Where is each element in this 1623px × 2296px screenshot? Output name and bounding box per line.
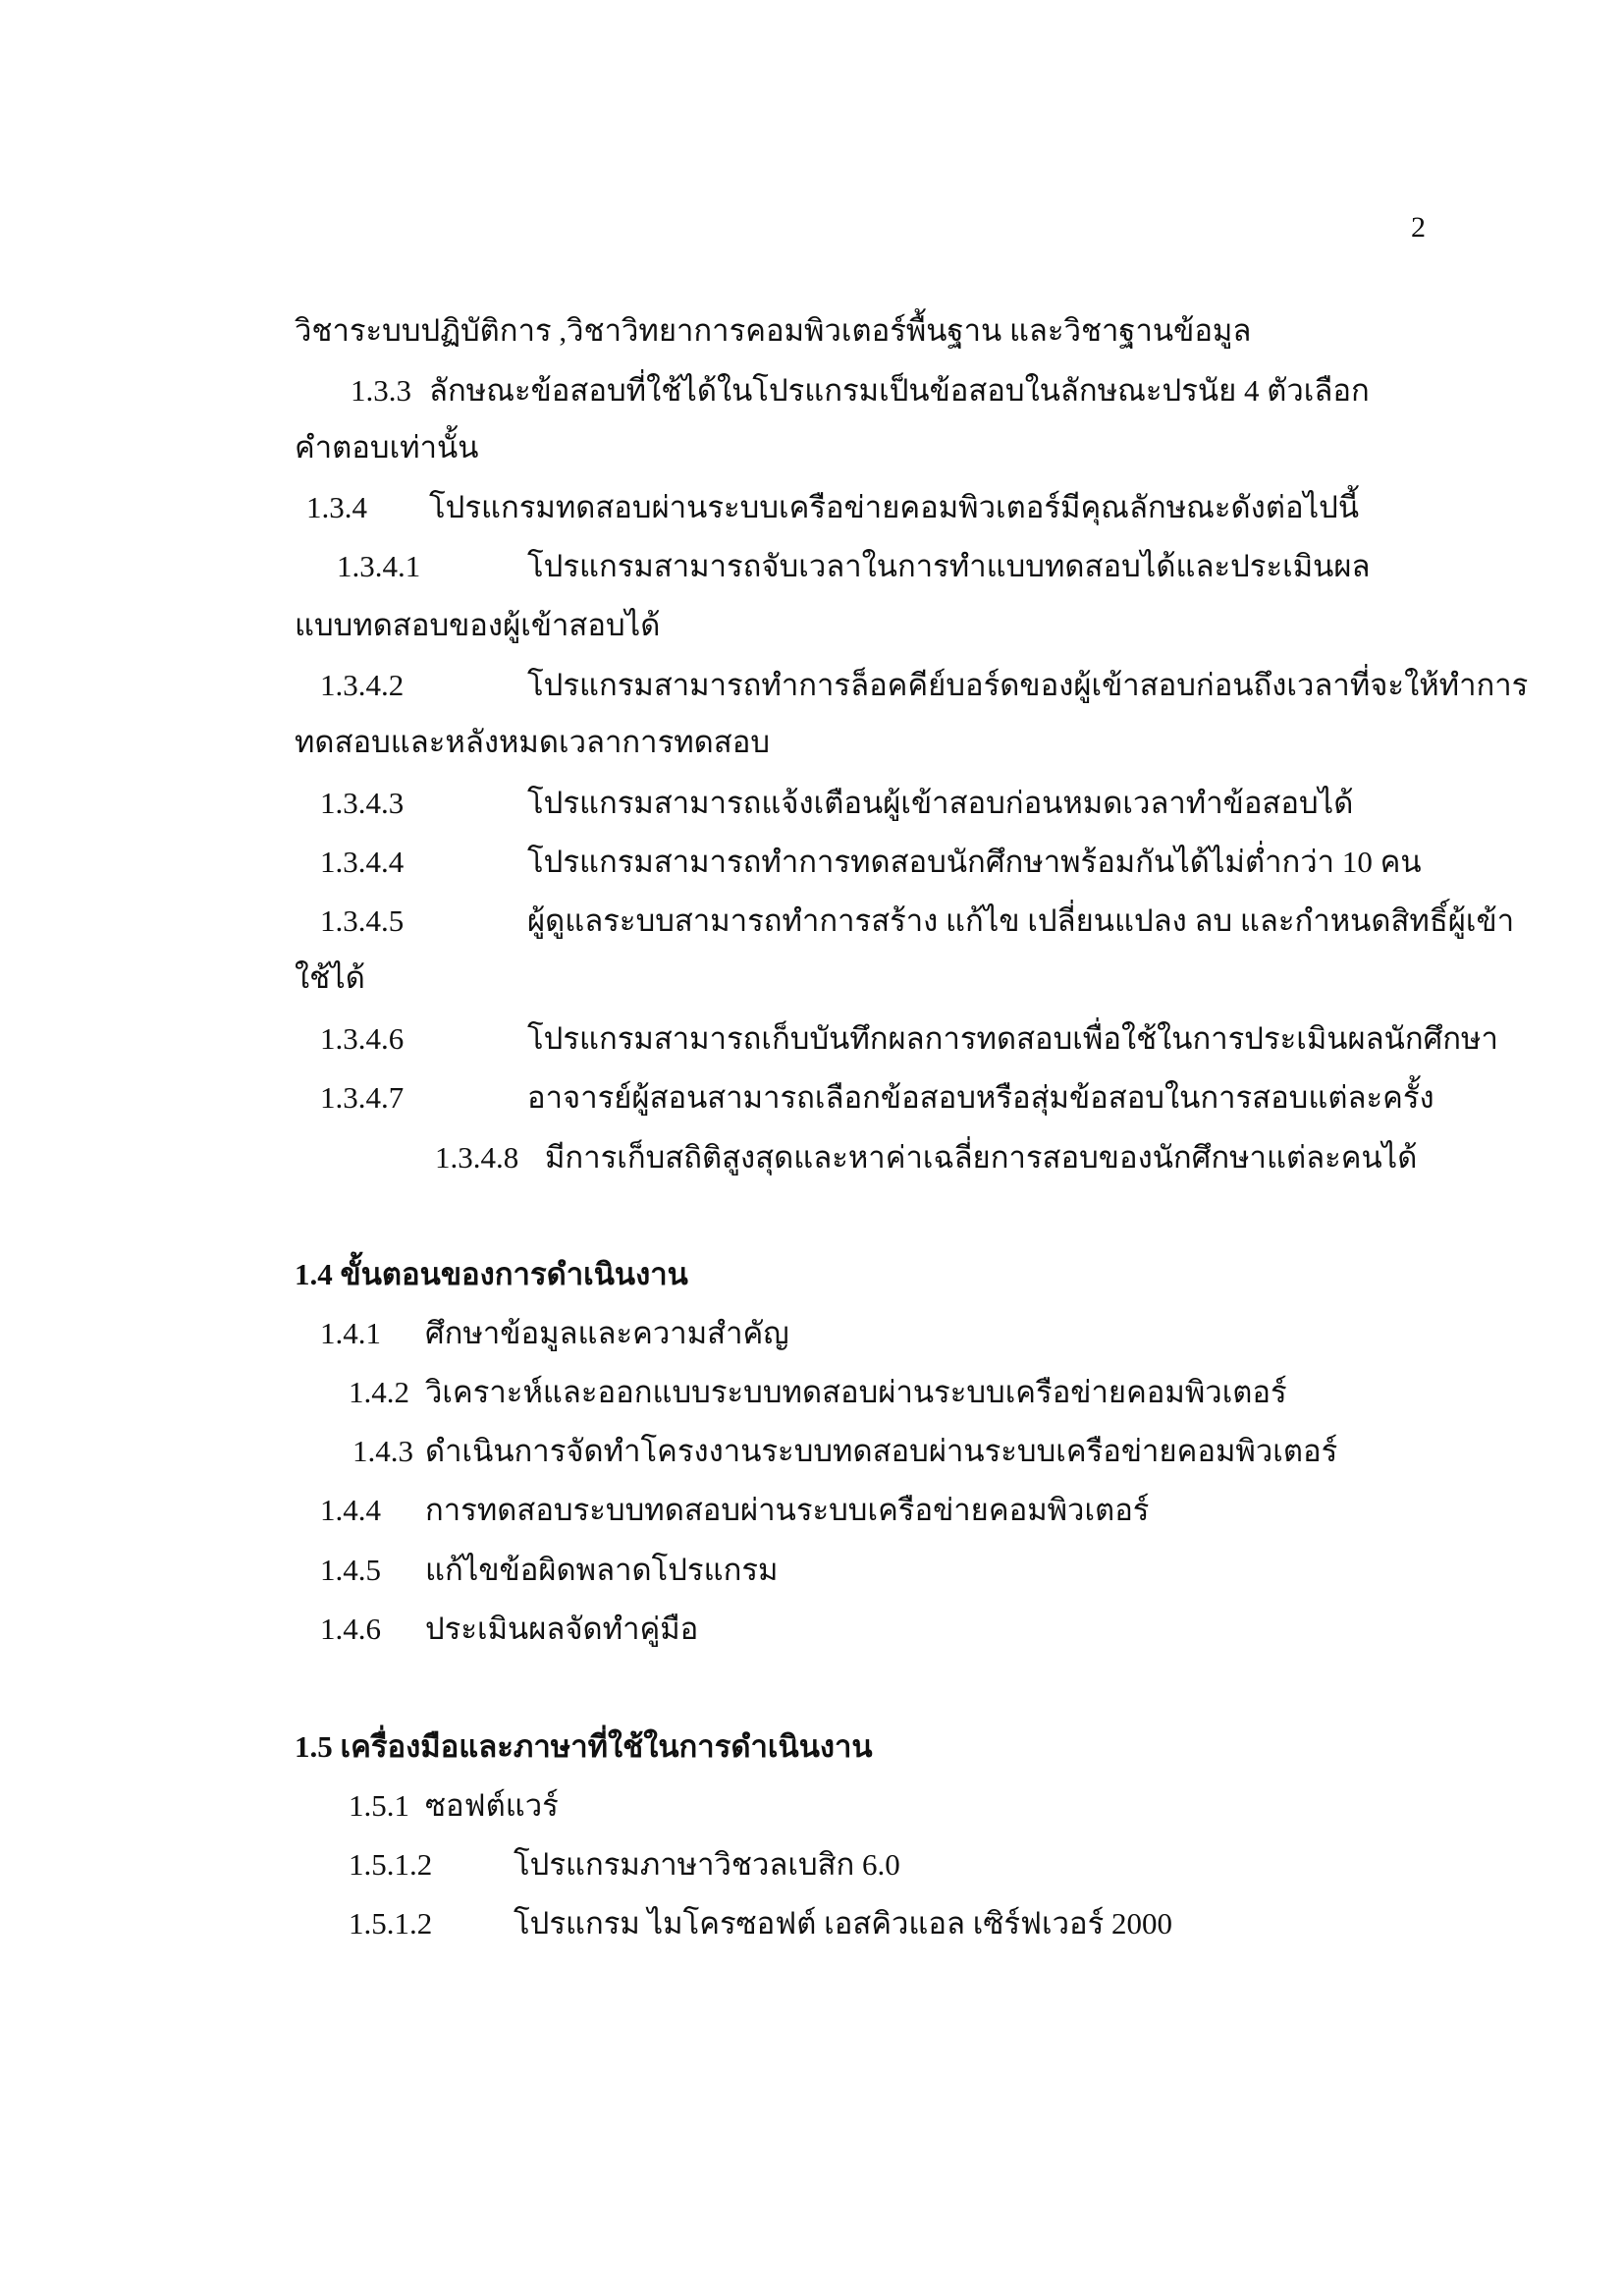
sub-item-continuation: ทดสอบและหลังหมดเวลาการทดสอบ <box>295 725 770 759</box>
sub-item-text: ผู้ดูแลระบบสามารถทำการสร้าง แก้ไข เปลี่ยนแปลง ลบ และกำหนดสิทธิ์ผู้เข้า <box>527 903 1515 938</box>
item-number-1-3-3: 1.3.3 <box>351 373 411 408</box>
sub-item-number: 1.3.4.4 <box>320 845 405 879</box>
step-number: 1.4.5 <box>320 1553 381 1587</box>
sub-item-text: โปรแกรมสามารถแจ้งเตือนผู้เข้าสอบก่อนหมดเวลาทำข้อสอบได้ <box>527 786 1354 820</box>
tool-text: โปรแกรม ไมโครซอฟต์ เอสคิวแอล เซิร์ฟเวอร์ 2000 <box>514 1906 1172 1941</box>
step-text: ศึกษาข้อมูลและความสำคัญ <box>425 1316 789 1350</box>
step-number: 1.4.4 <box>320 1493 381 1527</box>
sub-item-text: มีการเก็บสถิติสูงสุดและหาค่าเฉลี่ยการสอบของนักศึกษาแต่ละคนได้ <box>545 1140 1418 1175</box>
sub-item-text: โปรแกรมสามารถทำการทดสอบนักศึกษาพร้อมกันได้ไม่ต่ำกว่า 10 คน <box>527 845 1422 879</box>
sub-item-number: 1.3.4.6 <box>320 1021 405 1056</box>
step-text: การทดสอบระบบทดสอบผ่านระบบเครือข่ายคอมพิวเตอร์ <box>425 1493 1150 1527</box>
sub-item-text: อาจารย์ผู้สอนสามารถเลือกข้อสอบหรือสุ่มข้อสอบในการสอบแต่ละครั้ง <box>527 1080 1434 1115</box>
step-text: ดำเนินการจัดทำโครงงานระบบทดสอบผ่านระบบเครือข่ายคอมพิวเตอร์ <box>425 1434 1338 1468</box>
page-number: 2 <box>1411 211 1426 244</box>
step-text: แก้ไขข้อผิดพลาดโปรแกรม <box>425 1553 779 1587</box>
sub-item-number: 1.3.4.8 <box>435 1140 519 1175</box>
sub-item-continuation: แบบทดสอบของผู้เข้าสอบได้ <box>295 608 661 642</box>
step-number: 1.4.1 <box>320 1316 381 1350</box>
step-text: ประเมินผลจัดทำคู่มือ <box>425 1612 699 1646</box>
sub-item-number: 1.3.4.7 <box>320 1080 405 1115</box>
step-number: 1.4.2 <box>349 1375 409 1409</box>
tool-number: 1.5.1.2 <box>349 1847 433 1882</box>
paragraph-line: วิชาระบบปฏิบัติการ ,วิชาวิทยาการคอมพิวเตอร์พื้นฐาน และวิชาฐานข้อมูล <box>295 313 1252 348</box>
tool-number: 1.5.1 <box>349 1788 409 1823</box>
sub-item-number: 1.3.4.5 <box>320 903 405 938</box>
section-heading-1-4: 1.4 ขั้นตอนของการดำเนินงาน <box>295 1257 688 1291</box>
item-text-1-3-4: โปรแกรมทดสอบผ่านระบบเครือข่ายคอมพิวเตอร์มีคุณลักษณะดังต่อไปนี้ <box>429 490 1360 524</box>
sub-item-number: 1.3.4.3 <box>320 786 405 820</box>
item-text-1-3-3: ลักษณะข้อสอบที่ใช้ได้ในโปรแกรมเป็นข้อสอบในลักษณะปรนัย 4 ตัวเลือก <box>429 373 1370 408</box>
sub-item-number: 1.3.4.2 <box>320 668 405 702</box>
tool-number: 1.5.1.2 <box>349 1906 433 1941</box>
sub-item-number: 1.3.4.1 <box>337 549 421 583</box>
sub-item-continuation: ใช้ได้ <box>295 960 365 995</box>
sub-item-text: โปรแกรมสามารถจับเวลาในการทำแบบทดสอบได้และประเมินผล <box>527 549 1371 583</box>
section-heading-1-5: 1.5 เครื่องมือและภาษาที่ใช้ในการดำเนินงาน <box>295 1729 873 1764</box>
sub-item-text: โปรแกรมสามารถเก็บบันทึกผลการทดสอบเพื่อใช้ในการประเมินผลนักศึกษา <box>527 1021 1498 1056</box>
step-number: 1.4.6 <box>320 1612 381 1646</box>
sub-item-text: โปรแกรมสามารถทำการล็อคคีย์บอร์ดของผู้เข้าสอบก่อนถึงเวลาที่จะให้ทำการ <box>527 668 1529 702</box>
step-number: 1.4.3 <box>352 1434 413 1468</box>
item-number-1-3-4: 1.3.4 <box>306 490 367 524</box>
item-continuation-1-3-3: คำตอบเท่านั้น <box>295 430 479 465</box>
step-text: วิเคราะห์และออกแบบระบบทดสอบผ่านระบบเครือข่ายคอมพิวเตอร์ <box>425 1375 1287 1409</box>
tool-text: โปรแกรมภาษาวิชวลเบสิก 6.0 <box>514 1847 900 1882</box>
tool-text: ซอฟต์แวร์ <box>425 1788 559 1823</box>
